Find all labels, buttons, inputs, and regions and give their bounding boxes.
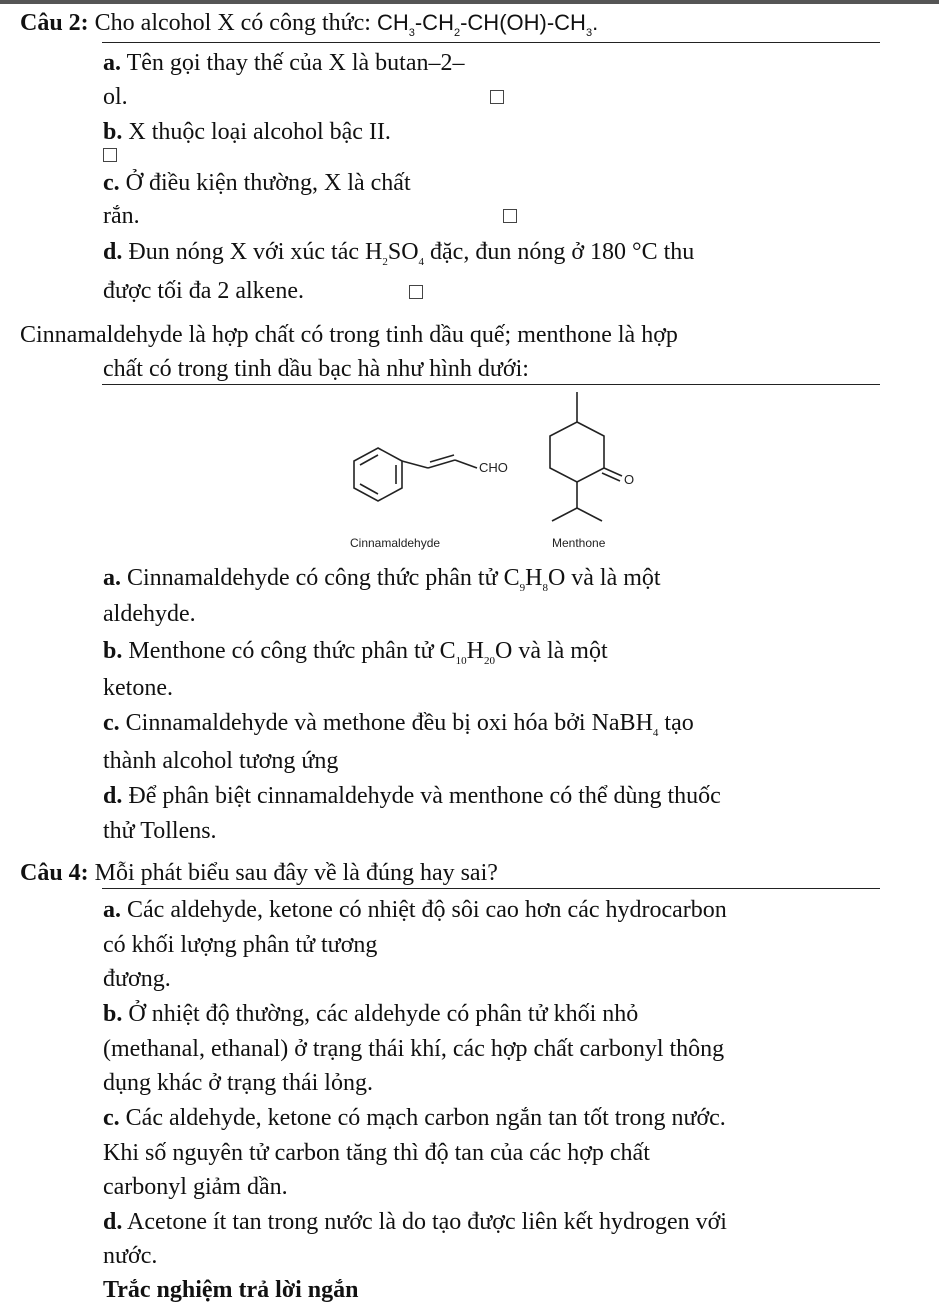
subscript: 4: [418, 256, 425, 268]
statement-text: Các aldehyde, ketone có mạch carbon ngắn tan tốt trong nước.: [119, 1105, 726, 1131]
q4-statement-c-cont2: [103, 1172, 288, 1202]
q2-statement-d-cont: [103, 276, 304, 306]
formula-part: .: [592, 10, 599, 35]
statement-text: (methanal, ethanal) ở trạng thái khí, các hợp chất carbonyl thông: [103, 1036, 725, 1062]
formula-subscript: 2: [453, 27, 461, 39]
statement-text: ol.: [103, 84, 128, 110]
q3-statement-d-cont: [103, 816, 217, 846]
answer-checkbox-2b[interactable]: [103, 148, 117, 162]
statement-text: ketone.: [103, 675, 173, 701]
statement-text: thử Tollens.: [103, 818, 217, 844]
statement-text: Các aldehyde, ketone có nhiệt độ sôi cao hơn các hydrocarbon: [121, 897, 727, 923]
q3-statement-d: [103, 781, 721, 811]
q2-statement-c: [103, 168, 411, 198]
subscript: 4: [652, 727, 659, 739]
statement-text: carbonyl giảm dần.: [103, 1174, 288, 1200]
statement-text: Tên gọi thay thế của X là butan–2–: [121, 50, 465, 76]
cinnamaldehyde-caption: Cinnamaldehyde: [350, 536, 441, 550]
q3-statement-c: [103, 708, 694, 748]
statement-label: a.: [103, 897, 121, 923]
statement-label: c.: [103, 170, 120, 196]
answer-checkbox-2d[interactable]: [409, 285, 423, 299]
chain-bond: [402, 461, 428, 468]
alcohol-formula: [376, 10, 599, 39]
question-2-label: Câu 2:: [20, 10, 89, 36]
statement-text: O và là một: [494, 638, 608, 664]
q3-statement-a: [103, 563, 661, 603]
isopropyl-bond: [577, 508, 602, 521]
subscript: 9: [519, 582, 526, 594]
q4-statement-d-cont: [103, 1241, 157, 1271]
q3-statement-a-cont: [103, 599, 196, 629]
isopropyl-bond: [552, 508, 577, 521]
statement-text: Khi số nguyên tử carbon tăng thì độ tan của các hợp chất: [103, 1140, 650, 1166]
structures-figure: [330, 388, 660, 558]
question-3-intro-cont: [103, 354, 529, 384]
statement-text: đương.: [103, 966, 171, 992]
q4-statement-b-cont: [103, 1034, 724, 1064]
statement-text: SO: [387, 239, 419, 265]
subscript: 2: [382, 256, 388, 268]
q3-statement-c-cont: [103, 746, 338, 776]
formula-part: CH: [376, 10, 409, 35]
intro-text: Cinnamaldehyde là hợp chất có trong tinh dầu quế; menthone là hợp: [20, 322, 678, 348]
statement-text: Ở nhiệt độ thường, các aldehyde có phân tử khối nhỏ: [122, 1001, 639, 1027]
benzene-ring: [354, 448, 402, 501]
statement-text: thành alcohol tương ứng: [103, 748, 339, 774]
statement-text: Menthone có công thức phân tử C: [122, 638, 456, 664]
top-border: [0, 0, 939, 4]
q2-statement-c-cont: [103, 201, 140, 231]
q4-statement-a-cont: [103, 930, 377, 960]
q4-statement-c: [103, 1103, 726, 1133]
statement-text: Cinnamaldehyde có công thức phân tử C: [121, 565, 520, 591]
statement-text: được tối đa 2 alkene.: [103, 278, 304, 304]
statement-text: O và là một: [547, 565, 661, 591]
statement-label: a.: [103, 50, 121, 76]
q4-statement-a: [103, 895, 727, 925]
statement-text: Để phân biệt cinnamaldehyde và menthone có thể dùng thuốc: [122, 783, 721, 809]
statement-text: tạo: [658, 710, 694, 736]
formula-subscript: 3: [585, 27, 593, 39]
q4-statement-d: [103, 1207, 727, 1237]
formula-subscript: 3: [408, 27, 415, 39]
menthone-caption: Menthone: [552, 536, 606, 550]
statement-text: rắn.: [103, 203, 140, 229]
answer-checkbox-2c[interactable]: [503, 209, 517, 223]
statement-text: nước.: [103, 1243, 158, 1269]
answer-checkbox-2a[interactable]: [490, 90, 504, 104]
section-heading: Trắc nghiệm trả lời ngắn: [103, 1277, 359, 1303]
statement-text: Acetone ít tan trong nước là do tạo được liên kết hydrogen với: [122, 1209, 727, 1235]
statement-text: Cinnamaldehyde và methone đều bị oxi hóa bởi NaBH: [119, 710, 653, 736]
statement-label: d.: [103, 783, 123, 809]
statement-label: c.: [103, 1105, 120, 1131]
question-4-rule: [102, 888, 880, 889]
statement-text: Đun nóng X với xúc tác H: [122, 239, 383, 265]
statement-label: b.: [103, 638, 123, 664]
cinnamaldehyde-structure: [354, 448, 477, 501]
intro-text: chất có trong tinh dầu bạc hà như hình dưới:: [103, 356, 529, 382]
statement-label: d.: [103, 1209, 123, 1235]
statement-label: b.: [103, 1001, 123, 1027]
formula-part: -CH: [414, 10, 454, 35]
q3-statement-b: [103, 636, 608, 676]
oxygen-label: O: [624, 472, 635, 487]
statement-label: d.: [103, 239, 123, 265]
statement-text: có khối lượng phân tử tương: [103, 932, 378, 958]
q4-statement-a-cont2: [103, 964, 171, 994]
question-4-label: Câu 4:: [20, 860, 89, 886]
q2-statement-b: [103, 117, 391, 147]
q2-statement-a-cont: [103, 82, 128, 112]
statement-text: X thuộc loại alcohol bậc II.: [122, 119, 391, 145]
statement-text: Ở điều kiện thường, X là chất: [119, 170, 411, 196]
q2-statement-a: [103, 48, 464, 78]
formula-part: -CH(OH)-CH: [460, 10, 586, 35]
statement-label: b.: [103, 119, 123, 145]
q4-statement-b-cont2: [103, 1068, 373, 1098]
q4-statement-b: [103, 999, 638, 1029]
statement-label: a.: [103, 565, 121, 591]
subscript: 20: [483, 655, 495, 667]
question-2-intro: Cho alcohol X có công thức:: [94, 10, 377, 36]
statement-text: H: [466, 638, 484, 664]
question-4-intro: Mỗi phát biểu sau đây về là đúng hay sai?: [88, 860, 498, 886]
question-3-rule: [102, 384, 880, 385]
q3-statement-b-cont: [103, 673, 173, 703]
cho-group-label: CHO: [479, 460, 508, 475]
q4-statement-c-cont: [103, 1138, 650, 1168]
statement-text: đặc, đun nóng ở 180 °C thu: [424, 239, 695, 265]
statement-text: H: [525, 565, 543, 591]
q2-statement-d: [103, 237, 694, 277]
chain-bond: [455, 460, 477, 468]
cyclohexane-ring: [550, 422, 604, 482]
menthone-structure: [550, 392, 622, 521]
subscript: 8: [542, 582, 548, 594]
question-3-intro: [20, 320, 678, 350]
statement-text: dụng khác ở trạng thái lỏng.: [103, 1070, 373, 1096]
statement-label: c.: [103, 710, 120, 736]
question-2-rule: [102, 42, 880, 43]
subscript: 10: [455, 655, 467, 667]
statement-text: aldehyde.: [103, 601, 196, 627]
question-4-title: [20, 858, 498, 888]
